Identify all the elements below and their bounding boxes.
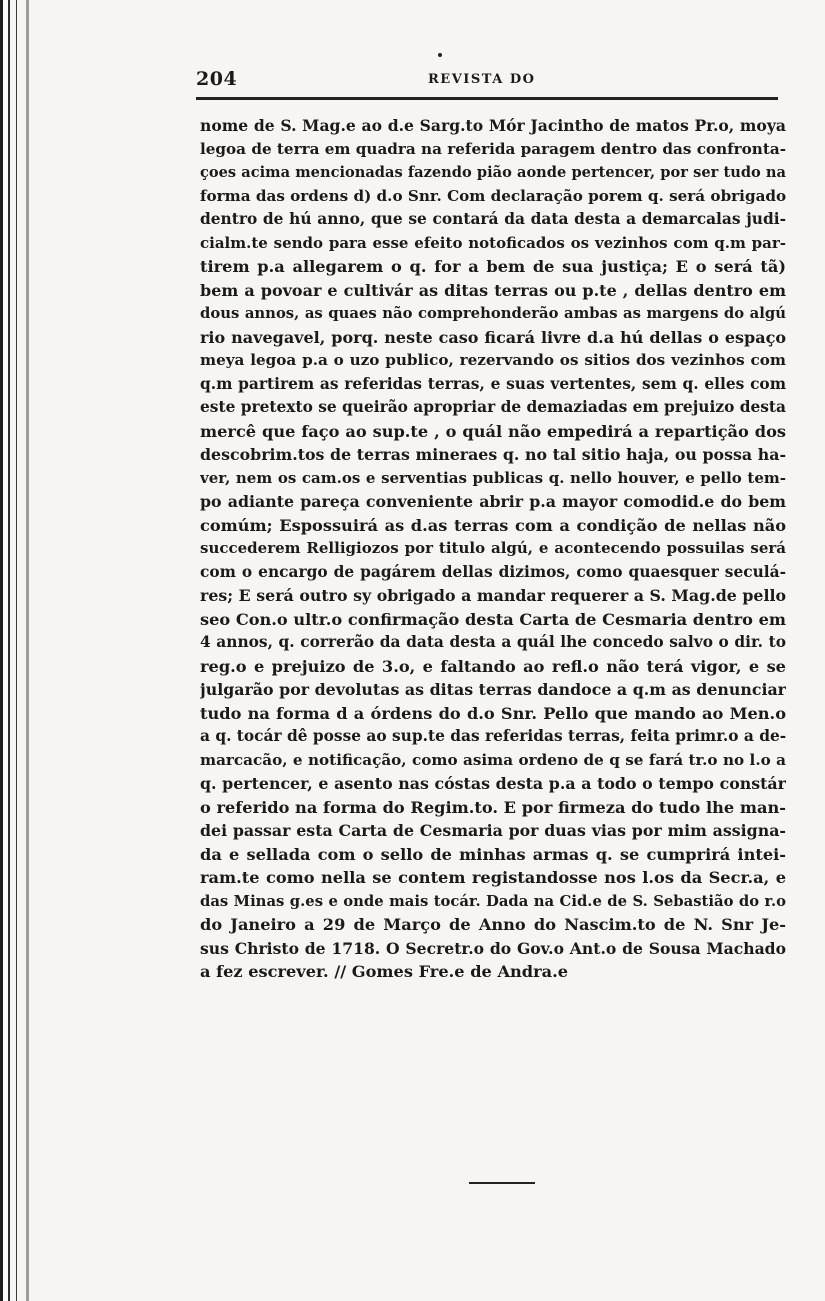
text-line: rio navegavel, porq. neste caso ficará livre d.a hú dellas o espaço — [200, 327, 786, 347]
text-line: com o encargo de pagárem dellas dizimos, como quaesquer seculá- — [200, 562, 786, 581]
text-line: succederem Relligiozos por titulo algú, e acontecendo possuilas será — [200, 539, 786, 557]
text-line: meya legoa p.a o uzo publico, rezervando os sitios dos vezinhos com — [200, 351, 786, 369]
text-line: tirem p.a allegarem o q. for a bem de sua justiça; E o será tã) — [200, 257, 786, 276]
text-line: bem a povoar e cultivár as ditas terras ou p.te , dellas dentro em — [200, 280, 786, 300]
text-line: ver, nem os cam.os e serventias publicas q. nello houver, e pello tem- — [200, 468, 786, 487]
binding-shadow — [26, 0, 29, 1301]
text-line: marcacão, e notificação, como asima ordeno de q se fará tr.o no l.o a — [200, 750, 786, 769]
text-line: dei passar esta Carta de Cesmaria por duas vias por mim assigna- — [200, 821, 786, 840]
text-line: da e sellada com o sello de minhas armas q. se cumprirá intei- — [200, 844, 786, 864]
text-line-final: a fez escrever. // Gomes Fre.e de Andra.e — [200, 962, 569, 981]
document-body — [200, 114, 786, 984]
running-title: REVISTA DO — [428, 72, 536, 87]
text-line: a q. tocár dê posse ao sup.te das referidas terras, feita primr.o a de- — [200, 727, 786, 745]
text-line: cialm.te sendo para esse efeito notoficados os vezinhos com q.m par- — [200, 233, 786, 252]
text-line: 4 annos, q. correrão da data desta a quál lhe concedo salvo o dir. to — [200, 633, 786, 651]
text-line: do Janeiro a 29 de Março de Anno do Nascim.to de N. Snr Je- — [200, 915, 786, 934]
text-line: dentro de hú anno, que se contará da data desta a demarcalas judi- — [200, 210, 786, 228]
text-line: q.m partirem as referidas terras, e suas vertentes, sem q. elles com — [200, 374, 786, 393]
text-line: reg.o e prejuizo de 3.o, e faltando ao refl.o não terá vigor, e se — [200, 656, 786, 676]
page-number: 204 — [196, 68, 238, 90]
text-line: este pretexto se queirão apropriar de demaziadas em prejuizo desta — [200, 398, 786, 416]
text-line: nome de S. Mag.e ao d.e Sarg.to Mór Jacintho de matos Pr.o, moya — [200, 116, 786, 135]
text-line: ram.te como nella se contem registandosse nos l.os da Secr.a, e — [200, 868, 786, 887]
text-line: res; E será outro sy obrigado a mandar requerer a S. Mag.de pello — [200, 586, 786, 605]
text-line: descobrim.tos de terras mineraes q. no tal sitio haja, ou possa ha- — [200, 445, 786, 464]
text-line: seo Con.o ultr.o confirmação desta Carta de Cesmaria dentro em — [200, 609, 786, 629]
text-line: q. pertencer, e asento nas cóstas desta p.a a todo o tempo constár — [200, 774, 786, 793]
end-of-section-rule — [469, 1182, 535, 1184]
text-line: mercê que faço ao sup.te , o quál não empedirá a repartição dos — [200, 421, 786, 441]
text-line: dous annos, as quaes não comprehonderão ambas as margens do algú — [200, 305, 786, 322]
text-line: çoes acima mencionadas fazendo pião aonde pertencer, por ser tudo na — [200, 164, 786, 181]
text-line: legoa de terra em quadra na referida paragem dentro das confronta- — [200, 139, 786, 158]
text-line: forma das ordens d) d.o Snr. Com declaração porem q. será obrigado — [200, 186, 786, 205]
text-line: tudo na forma d a órdens do d.o Snr. Pello que mando ao Men.o — [200, 703, 786, 723]
text-line: po adiante pareça conveniente abrir p.a mayor comodid.e do bem — [200, 492, 786, 511]
text-line: o referido na forma do Regim.to. E por firmeza do tudo lhe man- — [200, 797, 786, 817]
text-line: julgarão por devolutas as ditas terras dandoce a q.m as denunciar — [200, 680, 786, 699]
header-rule — [196, 97, 778, 100]
ink-speck — [438, 53, 442, 57]
text-line: sus Christo de 1718. O Secretr.o do Gov.o Ant.o de Sousa Machado — [200, 938, 786, 958]
text-line: das Minas g.es e onde mais tocár. Dada na Cid.e de S. Sebastião do r.o — [200, 892, 786, 910]
text-line: comúm; Espossuirá as d.as terras com a condição de nellas não — [200, 515, 786, 535]
running-head — [196, 68, 778, 98]
page-binding-edge — [0, 0, 38, 1301]
